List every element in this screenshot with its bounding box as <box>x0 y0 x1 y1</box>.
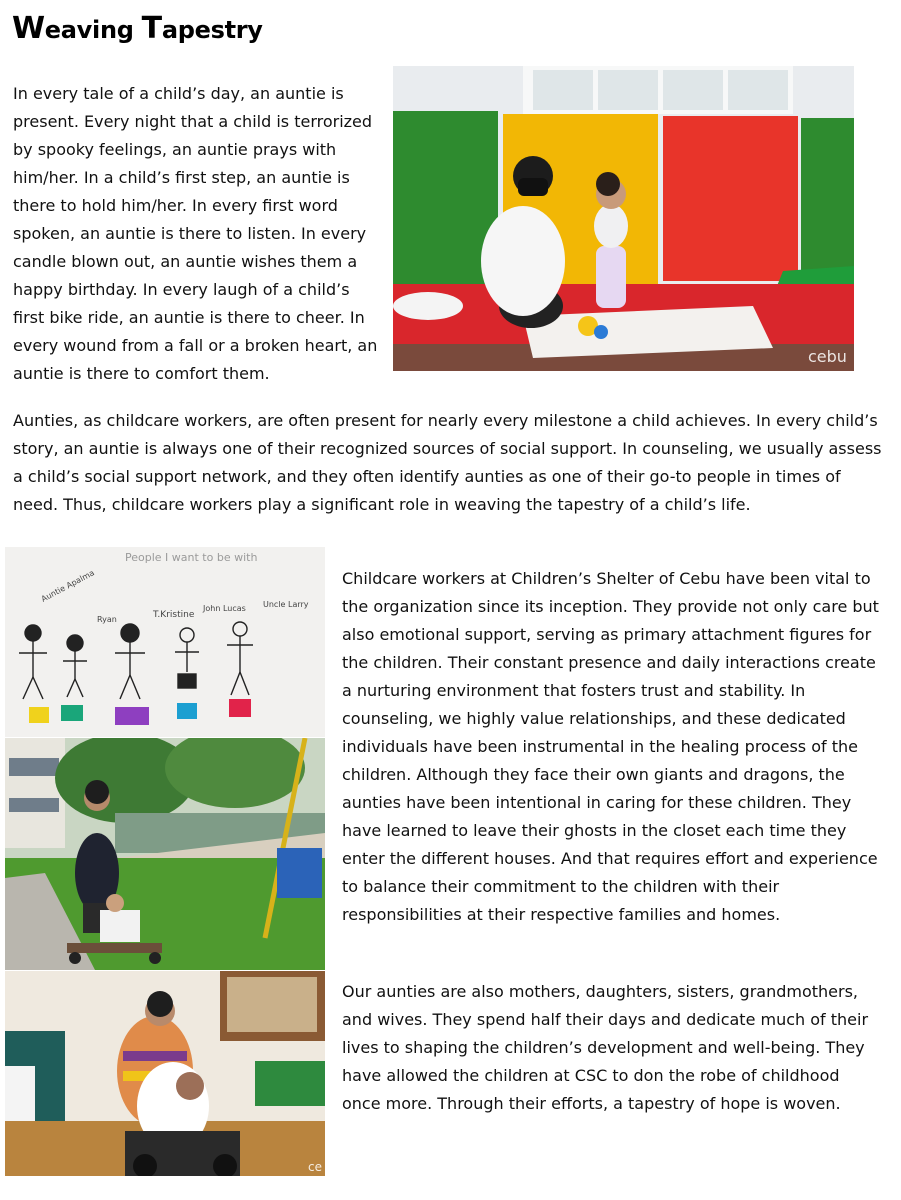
drawing-name-4: John Lucas <box>203 604 246 613</box>
title-part-apestry: apestry <box>161 16 263 44</box>
paragraph-our-aunties: Our aunties are also mothers, daughters, sisters, grandmothers, and wives. They spend half their days and dedicate much of their lives to shaping the children’s development and well-being. They have allowed the children at CSC to don the robe of childhood once more. Through their efforts, a tapestry of hope is woven. <box>342 982 869 1113</box>
drawing-heading: People I want to be with <box>125 551 258 564</box>
title-part-eaving: eaving <box>44 16 142 44</box>
page-title <box>12 12 263 47</box>
photo-auntie-with-toddler-playroom <box>393 66 854 371</box>
paragraph-intro: In every tale of a child’s day, an auntie is present. Every night that a child is terrorized by spooky feelings, an auntie prays with him/her. In a child’s first step, an auntie is there to hold him/her. In every first word spoken, an auntie is there to listen. In every candle blown out, an auntie wishes them a happy birthday. In every laugh of a child’s first bike ride, an auntie is there to cheer. In every wound from a fall or a broken heart, an auntie is there to comfort them. <box>13 84 378 383</box>
photo-auntie-pushing-cart-garden <box>5 738 325 970</box>
watermark-ce: ce <box>308 1160 322 1174</box>
paragraph-milestones: Aunties, as childcare workers, are often present for nearly every milestone a child achieves. In every child’s story, an auntie is always one of their recognized sources of social support. In counseling, we usually assess a child’s social support network, and they often identify aunties as one of their go-to people in times of need. Thus, childcare workers play a significant role in weaving the tapestry of a child’s life. <box>13 411 882 514</box>
title-initial-t: T <box>141 11 162 46</box>
drawing-name-1: Auntie Apalma <box>39 568 96 604</box>
drawing-name-2: Ryan <box>97 615 117 624</box>
photo-child-drawing <box>5 547 325 737</box>
watermark-cebu: cebu <box>808 347 847 366</box>
drawing-name-5: Uncle Larry <box>263 600 309 609</box>
photo-auntie-with-child-wheelchair <box>5 971 325 1176</box>
drawing-name-3: T.Kristine <box>153 610 195 620</box>
paragraph-childcare-workers: Childcare workers at Children’s Shelter of Cebu have been vital to the organization since its inception. They provide not only care but also emotional support, serving as primary attachment figures for the children. Their constant presence and daily interactions create a nurturing environment that fosters trust and stability. In counseling, we highly value relationships, and these dedicated individuals have been instrumental in the healing process of the children. Although they face their own giants and dragons, the aunties have been intentional in caring for these children. They have learned to leave their ghosts in the closet each time they enter the different houses. And that requires effort and experience to balance their commitment to the children with their responsibilities at their respective families and homes. <box>342 569 879 924</box>
title-initial-w: W <box>12 11 45 46</box>
